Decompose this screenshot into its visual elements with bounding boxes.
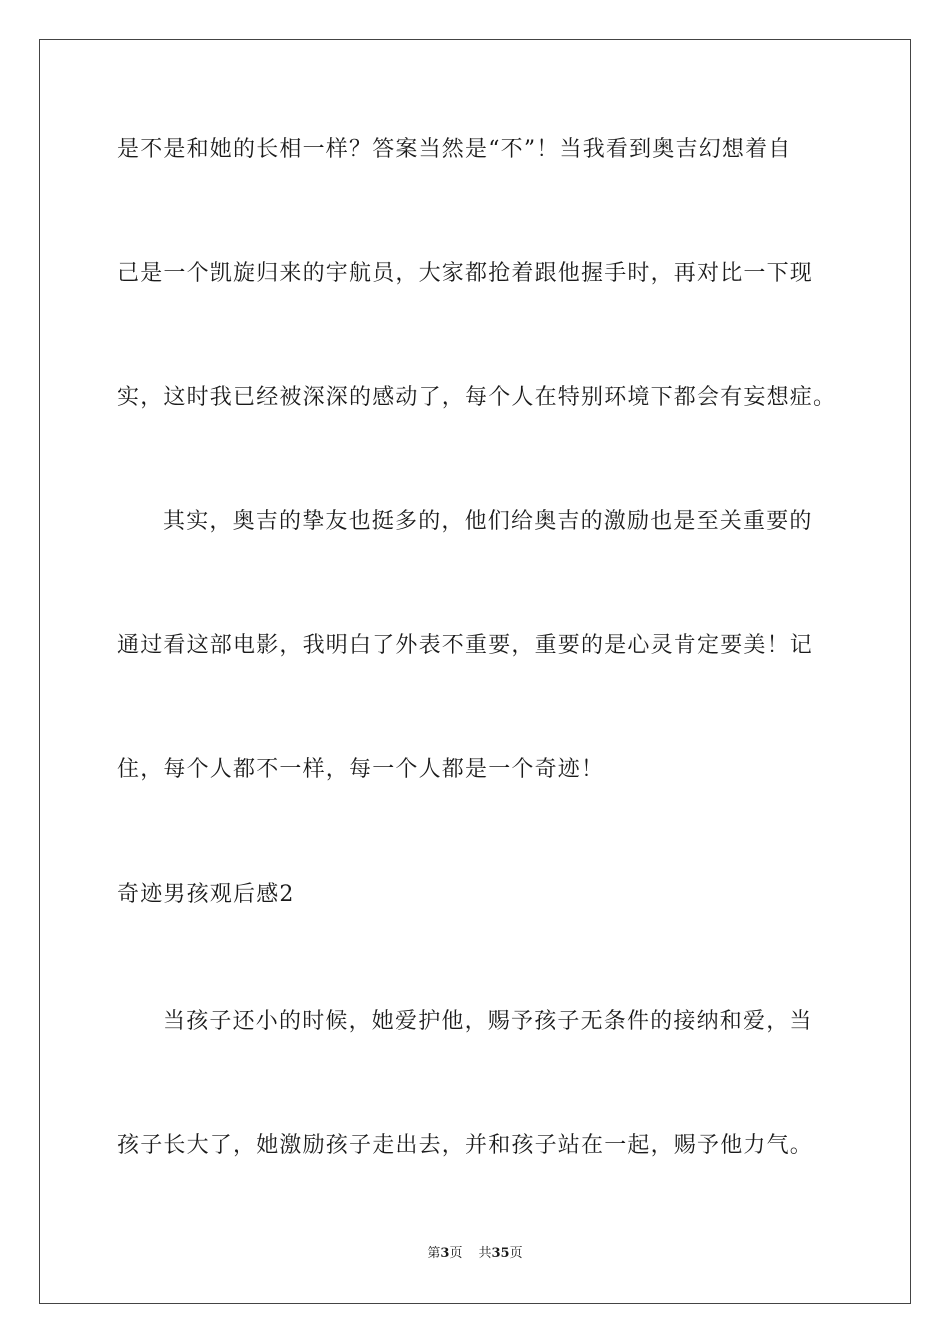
footer-page-current: 3	[440, 1246, 450, 1261]
text-line-5: 通过看这部电影，我明白了外表不重要，重要的是心灵肯定要美！记	[117, 633, 814, 658]
footer-total-suffix: 页	[509, 1246, 523, 1261]
text-line-1: 是不是和她的长相一样？答案当然是“不”！当我看到奥吉幻想着自	[117, 137, 792, 162]
text-line-7: 当孩子还小的时候，她爱护他，赐予孩子无条件的接纳和爱，当	[163, 1009, 813, 1034]
text-line-3: 实，这时我已经被深深的感动了，每个人在特别环境下都会有妄想症。	[117, 385, 837, 410]
text-line-6: 住，每个人都不一样，每一个人都是一个奇迹！	[117, 757, 605, 782]
page-footer	[0, 1245, 950, 1263]
text-line-8: 孩子长大了，她激励孩子走出去，并和孩子站在一起，赐予他力气。	[117, 1133, 814, 1158]
footer-page-prefix: 第	[427, 1246, 441, 1261]
footer-total-prefix: 共	[478, 1246, 492, 1261]
text-line-2: 己是一个凯旋归来的宇航员，大家都抢着跟他握手时，再对比一下现	[117, 261, 814, 286]
footer-page-total: 35	[491, 1246, 510, 1261]
text-line-4: 其实，奥吉的挚友也挺多的，他们给奥吉的激励也是至关重要的	[163, 509, 813, 534]
page-frame	[39, 39, 911, 1304]
section-heading: 奇迹男孩观后感2	[117, 882, 295, 907]
footer-page-suffix: 页	[449, 1246, 463, 1261]
